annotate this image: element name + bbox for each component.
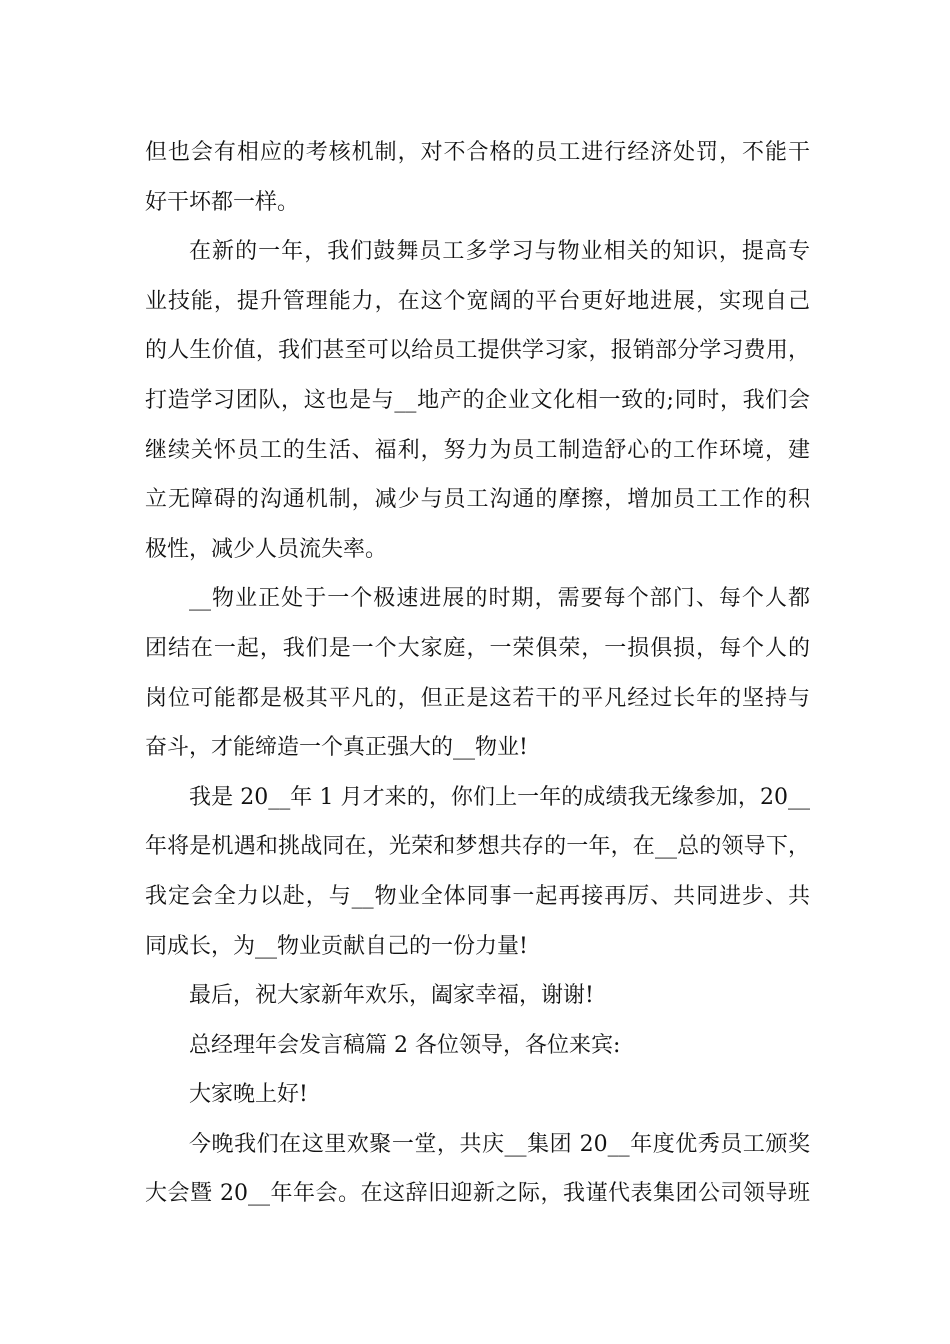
greeting-line: 大家晚上好! bbox=[189, 1082, 308, 1108]
text-line: 团结在一起，我们是一个大家庭，一荣俱荣，一损俱损，每个人的 bbox=[145, 635, 810, 661]
paragraph-first-line: 最后，祝大家新年欢乐，阖家幸福，谢谢! bbox=[189, 983, 594, 1009]
text-line: 我定会全力以赴，与__物业全体同事一起再接再厉、共同进步、共 bbox=[145, 883, 810, 909]
paragraph-first-line: 我是 20__年 1 月才来的，你们上一年的成绩我无缘参加，20__ bbox=[189, 784, 810, 810]
paragraph-first-line: 在新的一年，我们鼓舞员工多学习与物业相关的知识，提高专 bbox=[189, 239, 810, 265]
section-heading-line: 总经理年会发言稿篇 2 各位领导，各位来宾: bbox=[189, 1032, 621, 1058]
text-line: 打造学习团队，这也是与__地产的企业文化相一致的;同时，我们会 bbox=[145, 387, 810, 413]
paragraph-first-line: __物业正处于一个极速进展的时期，需要每个部门、每个人都 bbox=[189, 586, 810, 612]
text-line: 岗位可能都是极其平凡的，但正是这若干的平凡经过长年的坚持与 bbox=[145, 685, 810, 711]
text-line: 的人生价值，我们甚至可以给员工提供学习家，报销部分学习费用， bbox=[145, 338, 810, 364]
body-text bbox=[145, 128, 810, 1219]
text-line: 极性，减少人员流失率。 bbox=[145, 536, 388, 562]
text-line: 奋斗，才能缔造一个真正强大的__物业! bbox=[145, 735, 528, 761]
text-line: 业技能，提升管理能力，在这个宽阔的平台更好地进展，实现自己 bbox=[145, 288, 810, 314]
text-line: 继续关怀员工的生活、福利，努力为员工制造舒心的工作环境，建 bbox=[145, 437, 810, 463]
text-line: 同成长，为__物业贡献自己的一份力量! bbox=[145, 933, 528, 959]
text-line: 年将是机遇和挑战同在，光荣和梦想共存的一年，在__总的领导下， bbox=[145, 834, 810, 860]
text-line: 立无障碍的沟通机制，减少与员工沟通的摩擦，增加员工工作的积 bbox=[145, 487, 810, 513]
text-line: 但也会有相应的考核机制，对不合格的员工进行经济处罚，不能干 bbox=[145, 140, 810, 165]
paragraph-first-line: 今晚我们在这里欢聚一堂，共庆__集团 20__年度优秀员工颁奖 bbox=[189, 1131, 810, 1157]
text-line: 大会暨 20__年年会。在这辞旧迎新之际，我谨代表集团公司领导班 bbox=[145, 1181, 810, 1207]
text-line: 好干坏都一样。 bbox=[145, 189, 300, 215]
